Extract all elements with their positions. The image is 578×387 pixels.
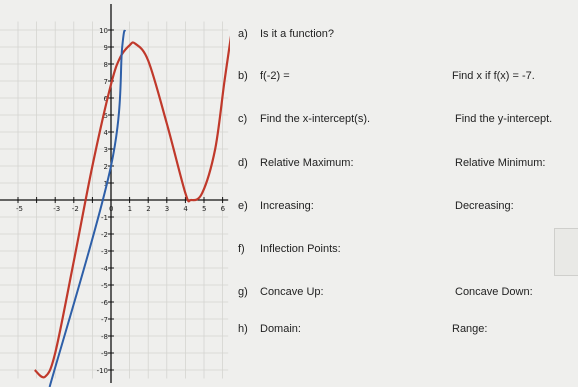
- y-tick-label: -5: [101, 282, 108, 290]
- question-h-letter: h): [238, 323, 248, 335]
- y-tick-label: 10: [99, 27, 108, 35]
- question-g-text: Concave Up:: [260, 286, 324, 298]
- y-tick-label: -7: [101, 316, 108, 324]
- x-tick-label: -3: [53, 205, 61, 213]
- x-tick-label: 6: [220, 205, 226, 213]
- y-tick-label: 5: [103, 112, 108, 120]
- question-find-x: Find x if f(x) = -7.: [452, 70, 535, 82]
- question-f: [238, 243, 341, 255]
- y-tick-label: 1: [103, 180, 108, 188]
- question-c: [238, 113, 370, 125]
- y-tick-label: 7: [103, 78, 108, 86]
- question-y-intercept: Find the y-intercept.: [455, 113, 553, 125]
- axes: [0, 4, 228, 383]
- y-tick-label: -3: [101, 248, 108, 256]
- x-tick-label: -5: [16, 205, 23, 213]
- y-tick-label: -6: [101, 299, 108, 307]
- question-concave-down: Concave Down:: [455, 286, 533, 298]
- x-tick-label: 4: [183, 205, 188, 213]
- y-tick-label: 3: [103, 146, 108, 154]
- question-c-text: Find the x-intercept(s).: [260, 113, 371, 125]
- question-d: [238, 157, 354, 169]
- question-b: [238, 70, 290, 82]
- function-graph: [0, 0, 230, 387]
- question-range: Range:: [452, 323, 488, 335]
- x-tick-label: 2: [146, 205, 151, 213]
- y-tick-label: -9: [101, 350, 108, 358]
- y-tick-label: 4: [103, 129, 108, 137]
- y-tick-label: 9: [103, 44, 108, 52]
- function-curve: [35, 30, 230, 377]
- question-c-letter: c): [238, 113, 248, 125]
- question-f-text: Inflection Points:: [260, 243, 341, 255]
- y-tick-label: 6: [103, 95, 108, 103]
- right-edge-box: [554, 228, 578, 276]
- question-a: [238, 28, 334, 40]
- question-a-letter: a): [238, 28, 248, 40]
- question-h: [238, 323, 301, 335]
- question-d-letter: d): [238, 157, 248, 169]
- question-b-letter: b): [238, 70, 248, 82]
- x-tick-label: 3: [164, 205, 170, 213]
- x-tick-labels: [16, 205, 226, 213]
- x-tick-label: 1: [127, 205, 133, 213]
- tangent-line: [50, 30, 125, 387]
- question-decreasing: Decreasing:: [455, 200, 514, 212]
- x-tick-label: 5: [202, 205, 207, 213]
- question-b-text: f(-2) =: [260, 70, 290, 82]
- x-tick-label: 0: [109, 205, 114, 213]
- y-tick-label: -2: [101, 231, 108, 239]
- question-f-letter: f): [238, 243, 245, 255]
- question-d-text: Relative Maximum:: [260, 157, 354, 169]
- y-tick-label: 2: [103, 163, 108, 171]
- question-g: [238, 286, 324, 298]
- question-g-letter: g): [238, 286, 248, 298]
- y-tick-label: -4: [101, 265, 108, 273]
- y-tick-label: -10: [96, 367, 108, 375]
- question-a-text: Is it a function?: [260, 28, 334, 40]
- y-tick-label: -8: [101, 333, 108, 341]
- question-h-text: Domain:: [260, 323, 301, 335]
- x-tick-label: -2: [71, 205, 79, 213]
- question-e: [238, 200, 314, 212]
- question-e-text: Increasing:: [260, 200, 314, 212]
- y-tick-label: -1: [101, 214, 108, 222]
- graph-panel: [0, 0, 230, 387]
- question-e-letter: e): [238, 200, 248, 212]
- y-tick-label: 8: [103, 61, 108, 69]
- question-relative-minimum: Relative Minimum:: [455, 157, 546, 169]
